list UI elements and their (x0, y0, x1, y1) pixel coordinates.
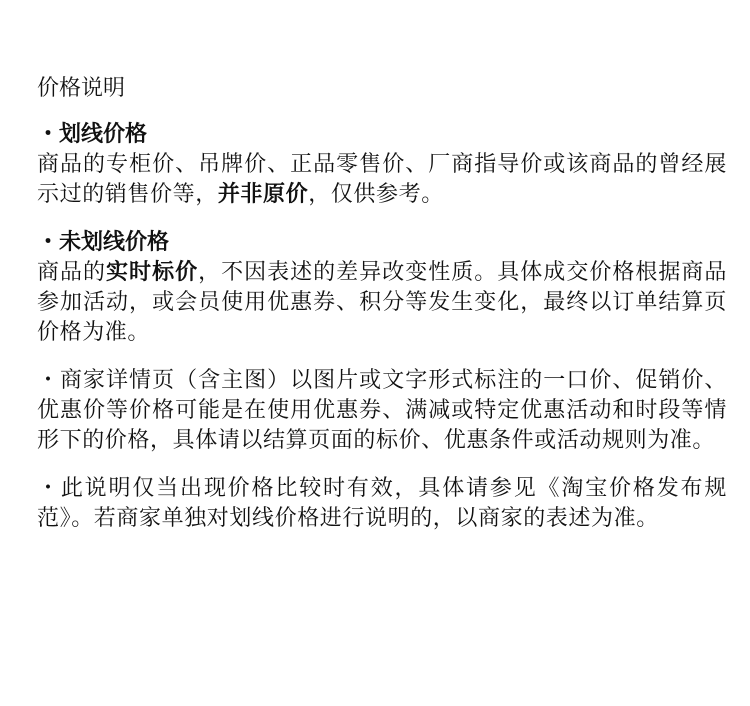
price-explanation-document (37, 72, 727, 534)
paragraph-text: 商品的 (37, 260, 107, 285)
paragraph-bold-text: 并非原价 (217, 182, 309, 207)
bullet-paragraph: ・商家详情页（含主图）以图片或文字形式标注的一口价、促销价、优惠价等价格可能是在使用优惠券、满减或特定优惠活动和时段等情形下的价格，具体请以结算页面的标价、优惠条件或活动规则为准。 (37, 368, 727, 453)
paragraph-text: 商品的专柜价、吊牌价、正品零售价、厂商指导价或该商品的曾经展示过的销售价等， (37, 152, 727, 207)
bullet-paragraph: ・此说明仅当出现价格比较时有效，具体请参见《淘宝价格发布规范》。若商家单独对划线价格进行说明的，以商家的表述为准。 (37, 476, 727, 531)
section-merchant-detail-price (37, 366, 727, 456)
section-paragraph (37, 258, 727, 348)
section-paragraph (37, 150, 727, 210)
section-comparison-note (37, 474, 727, 534)
section-non-strikethrough-price (37, 228, 727, 348)
paragraph-text: ，仅供参考。 (308, 182, 444, 207)
section-heading: ・划线价格 (37, 122, 148, 147)
paragraph-bold-text: 实时标价 (106, 260, 199, 285)
section-heading: ・未划线价格 (37, 230, 170, 255)
paragraph-text: ，不因表述的差异改变性质。具体成交价格根据商品参加活动，或会员使用优惠券、积分等发生变化，最终以订单结算页价格为准。 (37, 260, 727, 345)
section-strikethrough-price (37, 120, 727, 210)
document-title: 价格说明 (37, 76, 126, 101)
